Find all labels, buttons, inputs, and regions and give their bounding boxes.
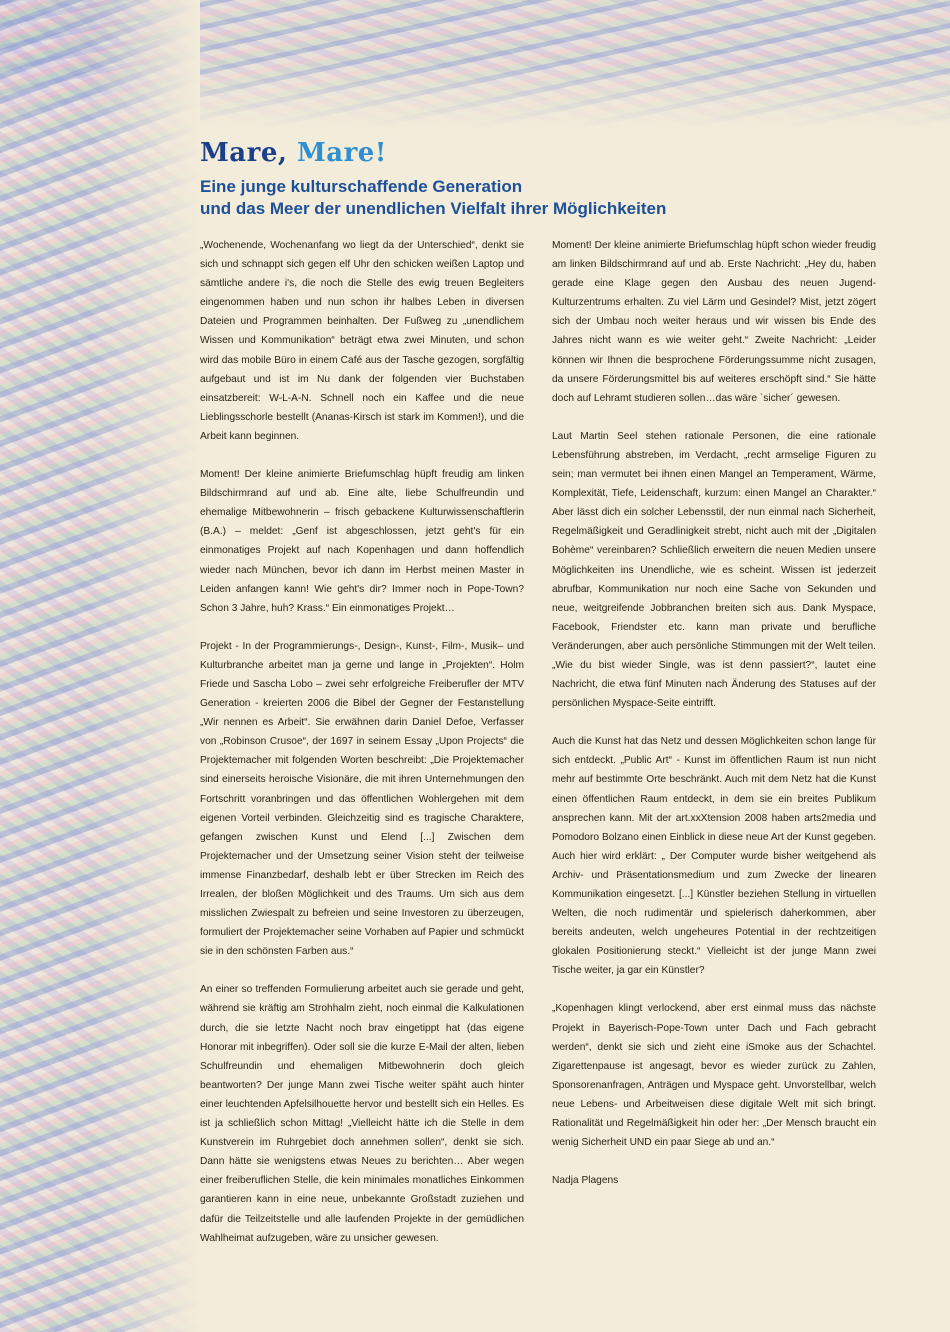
article-body (200, 236, 876, 1267)
paragraph: „Wochenende, Wochenanfang wo liegt da der Unterschied“, denkt sie sich und schnappt sich gegen elf Uhr den schicken weißen Laptop und sämtliche andere i's, die noch die Stelle des ewig treuen Begleiters eingenommen haben und nun schon ihr halbes Leben in diversen Dateien und Programmen beinhalten. Der Fußweg zu „unendlichem Wissen und Kommunikation“ beträgt etwa zwei Minuten, und schon wird das mobile Büro in einem Café aus der Tasche gezogen, sorgfältig aufgebaut und ist im Nu dank der folgenden vier Buchstaben einsatzbereit: W-L-A-N. Schnell noch ein Kaffee und die neue Lieblingsschorle bestellt (Ananas-Kirsch ist stark im Kommen!), und die Arbeit kann beginnen. (200, 240, 524, 442)
article-title (200, 138, 880, 168)
title-part-2: Mare! (296, 138, 387, 168)
article-header (200, 138, 880, 220)
paragraph: Auch die Kunst hat das Netz und dessen Möglichkeiten schon lange für sich entdeckt. „Public Art“ - Kunst im öffentlichen Raum ist nun nicht mehr auf bestimmte Orte beschränkt. Auch mit dem Netz hat die Kunst einen öffentlichen Raum entdeckt, in dem sie ein breites Publikum ansprechen kann. Mit der art.xxXtension 2008 haben arts2media und Pomodoro Bolzano einen Einblick in diese neue Art der Kunst gegeben. Auch hier wird erklärt: „ Der Computer wurde bisher weitgehend als Archiv- und Präsentationsmedium und zum Zwecke der linearen Kommunikation eingesetzt. [...] Künstler beziehen Stellung in virtuellen Welten, die noch rudimentär und spielerisch daherkommen, aber bereits andeuten, welch ungeheures Potential in der rechtzeitigen glokalen Positionierung steckt.“ Vielleicht ist der junge Mann zwei Tische weiter, ja gar ein Künstler? (552, 736, 876, 977)
paragraph: „Kopenhagen klingt verlockend, aber erst einmal muss das nächste Projekt in Bayerisch-Pope-Town unter Dach und Fach gebracht werden“, denkt sie sich und zieht eine iSmoke aus der Schachtel. Zigarettenpause ist angesagt, bevor es wieder zurück zu Zahlen, Sponsorenanfragen, Anträgen und Myspace geht. Unvorstellbar, welch neue Lebens- und Arbeitweisen diese digitale Welt mit sich bringt. Rationalität und Regelmäßigkeit hin oder her: „Der Mensch braucht ein wenig Sicherheit UND ein paar Siege ab und an.“ (552, 1003, 876, 1149)
author-signature: Nadja Plagens (552, 1175, 619, 1187)
left-column (200, 236, 524, 1267)
title-part-1: Mare, (200, 138, 288, 168)
paragraph: Moment! Der kleine animierte Briefumschlag hüpft schon wieder freudig am linken Bildschirmrand auf und ab. Erste Nachricht: „Hey du, haben gerade eine Klage gegen den Ausbau des neuen Jugend-Kulturzentrums erhalten. Zu viel Lärm und Gesindel? Mist, jetzt zögert sich der Umbau noch weiter heraus und wir wissen bis Ende des Jahres nicht wann es wie weiter geht.“ Zweite Nachricht: „Leider können wir Ihnen die besprochene Förderungssumme nicht zusagen, da unsere Förderungsmittel bis auf weiteres erschöpft sind.“ Sie hätte doch auf Lehramt studieren sollen…das wäre `sicher´ gewesen. (552, 240, 876, 404)
paragraph: Laut Martin Seel stehen rationale Personen, die eine rationale Lebensführung abstreben, im Verdacht, „recht armselige Figuren zu sein; man vermutet bei ihnen einen Mangel an Temperament, Wärme, Komplexität, Tiefe, Leidenschaft, kurzum: einen Mangel an Charakter.“ Aber lässt dich ein solcher Lebensstil, der nun einmal nach Sicherheit, Regelmäßigkeit und Geradlinigkeit strebt, nicht auch mit der „Digitalen Bohème“ vereinbaren? Schließlich erweitern die neuen Medien unsere Möglichkeiten ins Unendliche, wie es scheint. Wissen ist jederzeit abrufbar, Kommunikation nur noch eine Sache von Sekunden und neue, weitgreifende Jobbranchen breiten sich aus. Dank Myspace, Facebook, Friendster etc. kann man private und berufliche Veränderungen, aber auch persönliche Stimmungen mit der Welt teilen. „Wie du bist wieder Single, was ist denn passiert?“, lautet eine Nachricht, die etwa fünf Minuten nach Änderung des Statuses auf der persönlichen Myspace-Seite eintrifft. (552, 430, 876, 710)
article-subtitle (200, 176, 880, 220)
paragraph: An einer so treffenden Formulierung arbeitet auch sie gerade und geht, während sie kräftig am Strohhalm zieht, noch einmal die Kalkulationen durch, die sie letzte Nacht noch brav eingetippt hat (das eigene Honorar mit inbegriffen). Oder soll sie die kurze E-Mail der alten, lieben Schulfreundin und ehemaligen Mitbewohnerin doch gleich beantworten? Der junge Mann zwei Tische weiter späht auch hinter einer leuchtenden Apfelsilhouette hervor und bestellt sich ein Helles. Es ist ja schließlich schon Mittag! „Vielleicht hätte ich die Stelle in dem Kunstverein im Ruhrgebiet doch annehmen sollen“, denkt sie sich. Dann hätte sie wenigstens etwas Neues zu berichten… Aber wegen einer freiberuflichen Stelle, die kein minimales monatliches Einkommen garantieren kann in eine neue, unbekannte Großstadt zuziehen und dafür die Teilzeitstelle und alle laufenden Projekte in der gemüdlichen Wahlheimat aufzugeben, wäre zu unsicher gewesen. (200, 984, 524, 1244)
subtitle-line-1: Eine junge kulturschaffende Generation (200, 177, 523, 196)
subtitle-line-2: und das Meer der unendlichen Vielfalt ihrer Möglichkeiten (200, 199, 667, 218)
paragraph: Projekt - In der Programmierungs-, Design-, Kunst-, Film-, Musik– und Kulturbranche arbeitet man ja gerne und lange in „Projekten“. Holm Friede und Sascha Lobo – zwei sehr erfolgreiche Freiberufler der MTV Generation - kreierten 2006 die Bibel der Gegner der Festanstellung „Wir nennen es Arbeit“. Sie erwähnen darin Daniel Defoe, Verfasser von „Robinson Crusoe“, der 1697 in seinem Essay „Upon Projects“ die Projektemacher mit folgenden Worten beschreibt: „Die Projektemacher sind einerseits heroische Visionäre, die mit ihren Unternehmungen den Fortschritt voranbringen und das öffentlichen Wohlergehen mit dem eigenen Vorteil verbinden. Gleichzeitig sind es tragische Charaktere, gefangen zwischen Kunst und Elend [...] Zwischen dem Projektemacher und der Umsetzung seiner Vision steht der teilweise immense Finanzbedarf, deshalb lebt er über Strecken im Reich des Irrealen, der bloßen Möglichkeit und des Traums. Um sich aus dem misslichen Zwiespalt zu befreien und seine Investoren zu überzeugen, formuliert der Projektemacher seine Vorhaben auf Papier und schmückt sie in den schönsten Farben aus.“ (200, 640, 524, 958)
paragraph: Moment! Der kleine animierte Briefumschlag hüpft freudig am linken Bildschirmrand auf und ab. Eine alte, liebe Schulfreundin und ehemalige Mitbewohnerin – frisch gebackene Kulturwissenschaftlerin (B.A.) – meldet: „Genf ist abgeschlossen, jetzt geht's für ein einmonatiges Projekt auf nach Kopenhagen und dann hoffendlich wieder nach München, bevor ich dann im Herbst meinen Master in Leiden anfangen kann! Wie geht's dir? Immer noch in Pope-Town? Schon 3 Jahre, huh? Krass.“ Ein einmonatiges Projekt… (200, 469, 524, 614)
right-column (552, 236, 876, 1267)
decorative-pattern-left (0, 0, 200, 1332)
